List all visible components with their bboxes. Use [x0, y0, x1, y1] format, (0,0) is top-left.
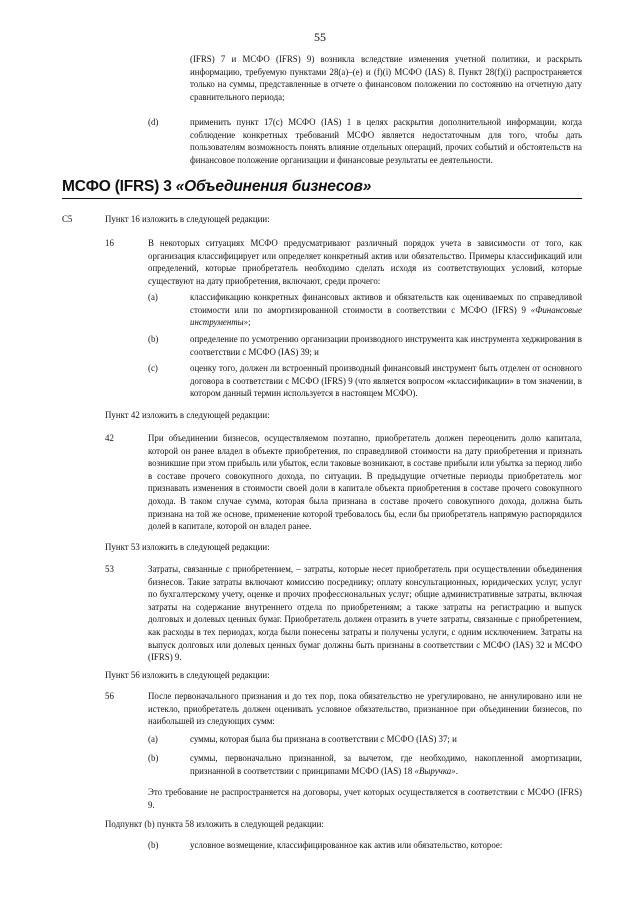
heading-prefix: МСФО (IFRS) 3	[62, 178, 176, 195]
heading-title: «Объединения бизнесов»	[175, 178, 372, 195]
p58-instruction: Подпункт (b) пункта 58 изложить в следующей редакции:	[105, 819, 324, 829]
heading-underline	[62, 198, 582, 199]
continuation-text: (IFRS) 7 и МСФО (IFRS) 9) возникла вследствие изменения учетной политики, и раскрыть информацию, требуемую пунктами 28(a)–(e) и (f)(i) МСФО (IAS) 8. Пункт 28(f)(i) распространяется только на суммы, представленные в отчете о финансовом положении по состоянию на отчетную дату сравнительного периода;	[190, 54, 582, 102]
p56-a-label: (a)	[148, 734, 158, 744]
p16-c-label: (c)	[148, 363, 158, 373]
p42-text: При объединении бизнесов, осуществляемом поэтапно, приобретатель должен переоценить долю капитала, которой он ранее владел в объекте приобретения, по справедливой стоимости на дату приобретения и признать возникшие при этом прибыль или убыток, если таковые возникают, в составе прибыли или убытка за период либо в составе прочего совокупного дохода, по ситуации. В предыдущие отчетные периоды приобретатель мог признавать изменения в стоимости своей доли в капитале объекта приобретения в составе прочего совокупного дохода. В таком случае сумма, которая была признана в составе прочего совокупного дохода, должна быть признана на той же основе, применение которой требовалось бы, если бы приобретатель напрямую распорядился долей в капитале, которой он владел ранее.	[148, 433, 582, 532]
p16-intro-text: В некоторых ситуациях МСФО предусматривают различный порядок учета в зависимости от того, как организация классифицирует или определяет конкретный актив или обязательство. Примеры классификаций или определений, которые приобретатель необходимо сделать исходя из соответствующих условий, которые существуют на дату приобретения, включают, среди прочего:	[148, 238, 582, 286]
item-d	[190, 116, 582, 166]
p56-b-italic: «Выручка»	[414, 765, 456, 776]
p56-outro	[148, 786, 582, 811]
section-heading	[62, 178, 371, 196]
page-number: 55	[314, 30, 326, 44]
c5-instruction: Пункт 16 изложить в следующей редакции:	[105, 214, 270, 224]
p53-text: Затраты, связанные с приобретением, – затраты, которые несет приобретатель при осуществлении объединения бизнесов. Такие затраты включают комиссию посреднику; оплату консультационных, юридических услуг, услуг по бухгалтерскому учету, оценке и прочих профессиональных услуг; общие административные затраты, включая затраты на содержание внутреннего отдела по приобретениям; а также затраты на регистрацию и выпуск долговых и долевых ценных бумаг. Приобретатель должен отразить в учете затраты, связанные с приобретением, как расходы в тех периодах, когда были понесены затраты и получены услуги, с одним исключением. Затраты на выпуск долговых или долевых ценных бумаг должны быть признаны в соответствии с МСФО (IAS) 32 и МСФО (IFRS) 9.	[148, 564, 582, 663]
continuation-paragraph	[190, 53, 582, 103]
p53-instruction: Пункт 53 изложить в следующей редакции:	[105, 542, 270, 552]
p16-a-end: ;	[248, 317, 251, 328]
p56-intro	[148, 690, 582, 728]
p42-body	[148, 432, 582, 533]
p16-c-text: оценку того, должен ли встроенный производный финансовый инструмент быть отделен от основного договора в соответствии с МСФО (IFRS) 9 (что является вопросом «классификации» в том значении, в котором данный термин используется в настоящем МСФО).	[190, 363, 582, 399]
p16-b-label: (b)	[148, 334, 159, 344]
item-d-text: применить пункт 17(c) МСФО (IAS) 1 в целях раскрытия дополнительной информации, когда соблюдение конкретных требований МСФО является недостаточным для того, чтобы дать пользователям возможность понять влияние отдельных операций, прочих событий и обстоятельств на финансовое положение организации и финансовые результаты ее деятельности.	[190, 117, 582, 165]
p16-a	[190, 291, 582, 329]
p56-number: 56	[105, 691, 114, 701]
p16-a-label: (a)	[148, 292, 158, 302]
c5-label: C5	[62, 214, 73, 224]
p16-a-text: классификацию конкретных финансовых активов и обязательств как оцениваемых по справедливой стоимости или по амортизированной стоимости в соответствии с МСФО (IFRS) 9	[190, 292, 582, 315]
p16-b	[190, 333, 582, 358]
p58-b-label: (b)	[148, 840, 159, 850]
p53-body	[148, 563, 582, 664]
p56-intro-text: После первоначального признания и до тех пор, пока обязательство не урегулировано, не аннулировано или не истекло, приобретатель должен оценивать условное обязательство, признанное при объединении бизнесов, по наибольшей из следующих сумм:	[148, 691, 582, 727]
p16-number: 16	[105, 238, 114, 248]
p16-c	[190, 362, 582, 400]
p58-b-text: условное возмещение, классифицированное как актив или обязательство, которое:	[190, 840, 503, 850]
p56-a	[190, 733, 582, 746]
p56-a-text: суммы, которая была бы признана в соответствии с МСФО (IAS) 37; и	[190, 734, 457, 744]
p56-outro-text: Это требование не распространяется на договоры, учет которых осуществляется в соответствии с МСФО (IFRS) 9.	[148, 787, 582, 810]
p42-instruction: Пункт 42 изложить в следующей редакции:	[105, 410, 270, 420]
item-d-label: (d)	[148, 117, 159, 127]
p16-b-text: определение по усмотрению организации производного инструмента как инструмента хеджирования в соответствии с МСФО (IAS) 39; и	[190, 334, 582, 357]
p53-number: 53	[105, 564, 114, 574]
p56-b-label: (b)	[148, 753, 159, 763]
p56-b-text: суммы, первоначально признанной, за вычетом, где необходимо, накопленной амортизации, признанной в соответствии с принципами МСФО (IAS) 18	[190, 753, 582, 776]
p56-instruction: Пункт 56 изложить в следующей редакции:	[105, 670, 270, 680]
p56-b	[190, 752, 582, 777]
p16-intro	[148, 237, 582, 287]
p42-number: 42	[105, 433, 114, 443]
p56-b-end: .	[455, 765, 458, 776]
p58-b	[190, 839, 582, 852]
p16-a-italic: «Финансовые инструменты»	[190, 304, 582, 328]
